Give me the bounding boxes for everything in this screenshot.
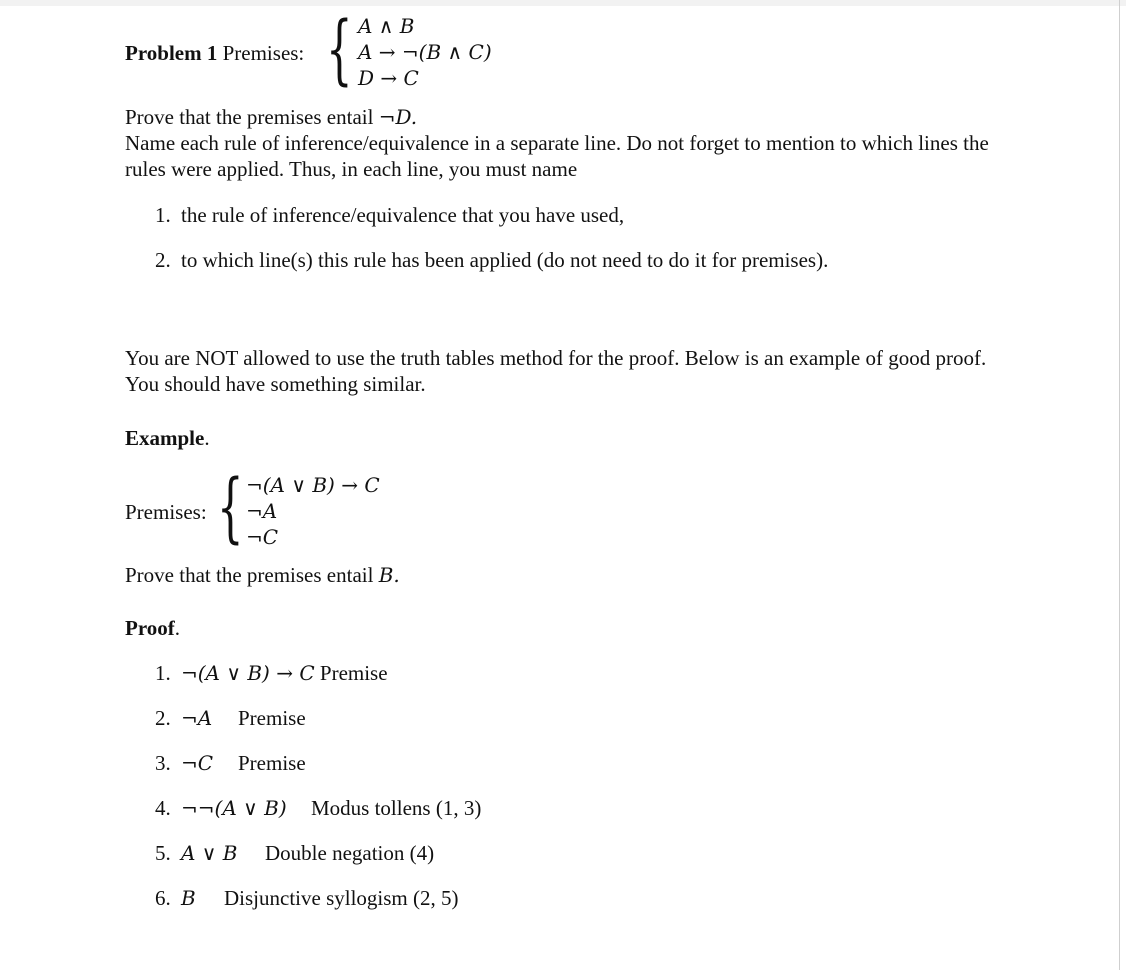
example-heading: [125, 425, 210, 451]
proof-step-2: [155, 705, 306, 731]
proof-step-6: [155, 885, 459, 911]
example-premise-2: ¬A: [246, 499, 278, 523]
proof-step-num-4: 4.: [155, 796, 171, 820]
problem-label: Problem 1: [125, 41, 218, 65]
example-prove-target: B.: [378, 563, 400, 587]
proof-step-num-5: 5.: [155, 841, 171, 865]
requirement-item-2: [155, 247, 828, 273]
proof-step-1: [155, 660, 388, 686]
requirement-num-2: 2.: [155, 248, 171, 272]
problem-premises-label: Premises:: [222, 41, 305, 65]
proof-step-formula-3: ¬C: [181, 751, 214, 775]
example-prove-prefix: Prove that the premises entail: [125, 563, 374, 587]
page-right-edge: [1119, 0, 1120, 970]
requirement-text-1: the rule of inference/equivalence that you have used,: [181, 203, 625, 227]
page-top-edge: [0, 0, 1126, 6]
requirement-text-2: to which line(s) this rule has been applied (do not need to do it for premises).: [181, 248, 829, 272]
proof-step-formula-6: B: [181, 886, 196, 910]
proof-step-rule-6: Disjunctive syllogism (2, 5): [224, 886, 459, 910]
proof-step-3: [155, 750, 306, 776]
problem-premises-brace: {: [326, 4, 353, 93]
problem-prove-statement: [125, 104, 417, 130]
proof-step-rule-3: Premise: [238, 751, 306, 775]
example-premises-label: Premises:: [125, 500, 207, 524]
problem-instruction-1: Name each rule of inference/equivalence in a separate line. Do not forget to mention to which lines the rules were applied. Thus, in each line, you must name: [125, 131, 989, 181]
proof-step-rule-4: Modus tollens (1, 3): [311, 796, 482, 820]
proof-step-num-3: 3.: [155, 751, 171, 775]
proof-step-rule-2: Premise: [238, 706, 306, 730]
proof-step-formula-5: A ∨ B: [181, 841, 238, 865]
example-premises-brace: {: [217, 462, 244, 551]
example-heading-dot: .: [204, 426, 210, 450]
requirement-num-1: 1.: [155, 203, 171, 227]
problem-prove-target: ¬D.: [378, 105, 418, 129]
proof-step-rule-5: Double negation (4): [265, 841, 435, 865]
proof-step-num-1: 1.: [155, 661, 171, 685]
proof-step-4: [155, 795, 481, 821]
proof-step-formula-2: ¬A: [181, 706, 213, 730]
proof-heading: [125, 615, 180, 641]
example-heading-label: Example: [125, 426, 205, 450]
proof-step-rule-1: Premise: [319, 661, 388, 685]
proof-step-5: [155, 840, 434, 866]
requirement-item-1: [155, 202, 624, 228]
problem-prove-prefix: Prove that the premises entail: [125, 105, 374, 129]
example-premise-1: ¬(A ∨ B) → C: [246, 473, 380, 497]
proof-step-num-6: 6.: [155, 886, 171, 910]
problem-premise-1: A ∧ B: [358, 14, 415, 38]
example-prove-statement: [125, 562, 400, 588]
proof-step-formula-4: ¬¬(A ∨ B): [181, 796, 287, 820]
proof-step-num-2: 2.: [155, 706, 171, 730]
proof-step-formula-1: ¬(A ∨ B) → C: [181, 661, 315, 685]
problem-premise-3: D → C: [358, 66, 419, 90]
proof-heading-label: Proof: [125, 616, 175, 640]
proof-heading-dot: .: [174, 616, 181, 640]
problem-header: [125, 40, 304, 66]
problem-premise-2: A → ¬(B ∧ C): [358, 40, 492, 64]
problem-instruction-2: You are NOT allowed to use the truth tables method for the proof. Below is an example of good proof. You should have something similar.: [125, 346, 987, 396]
example-premise-3: ¬C: [246, 525, 279, 549]
